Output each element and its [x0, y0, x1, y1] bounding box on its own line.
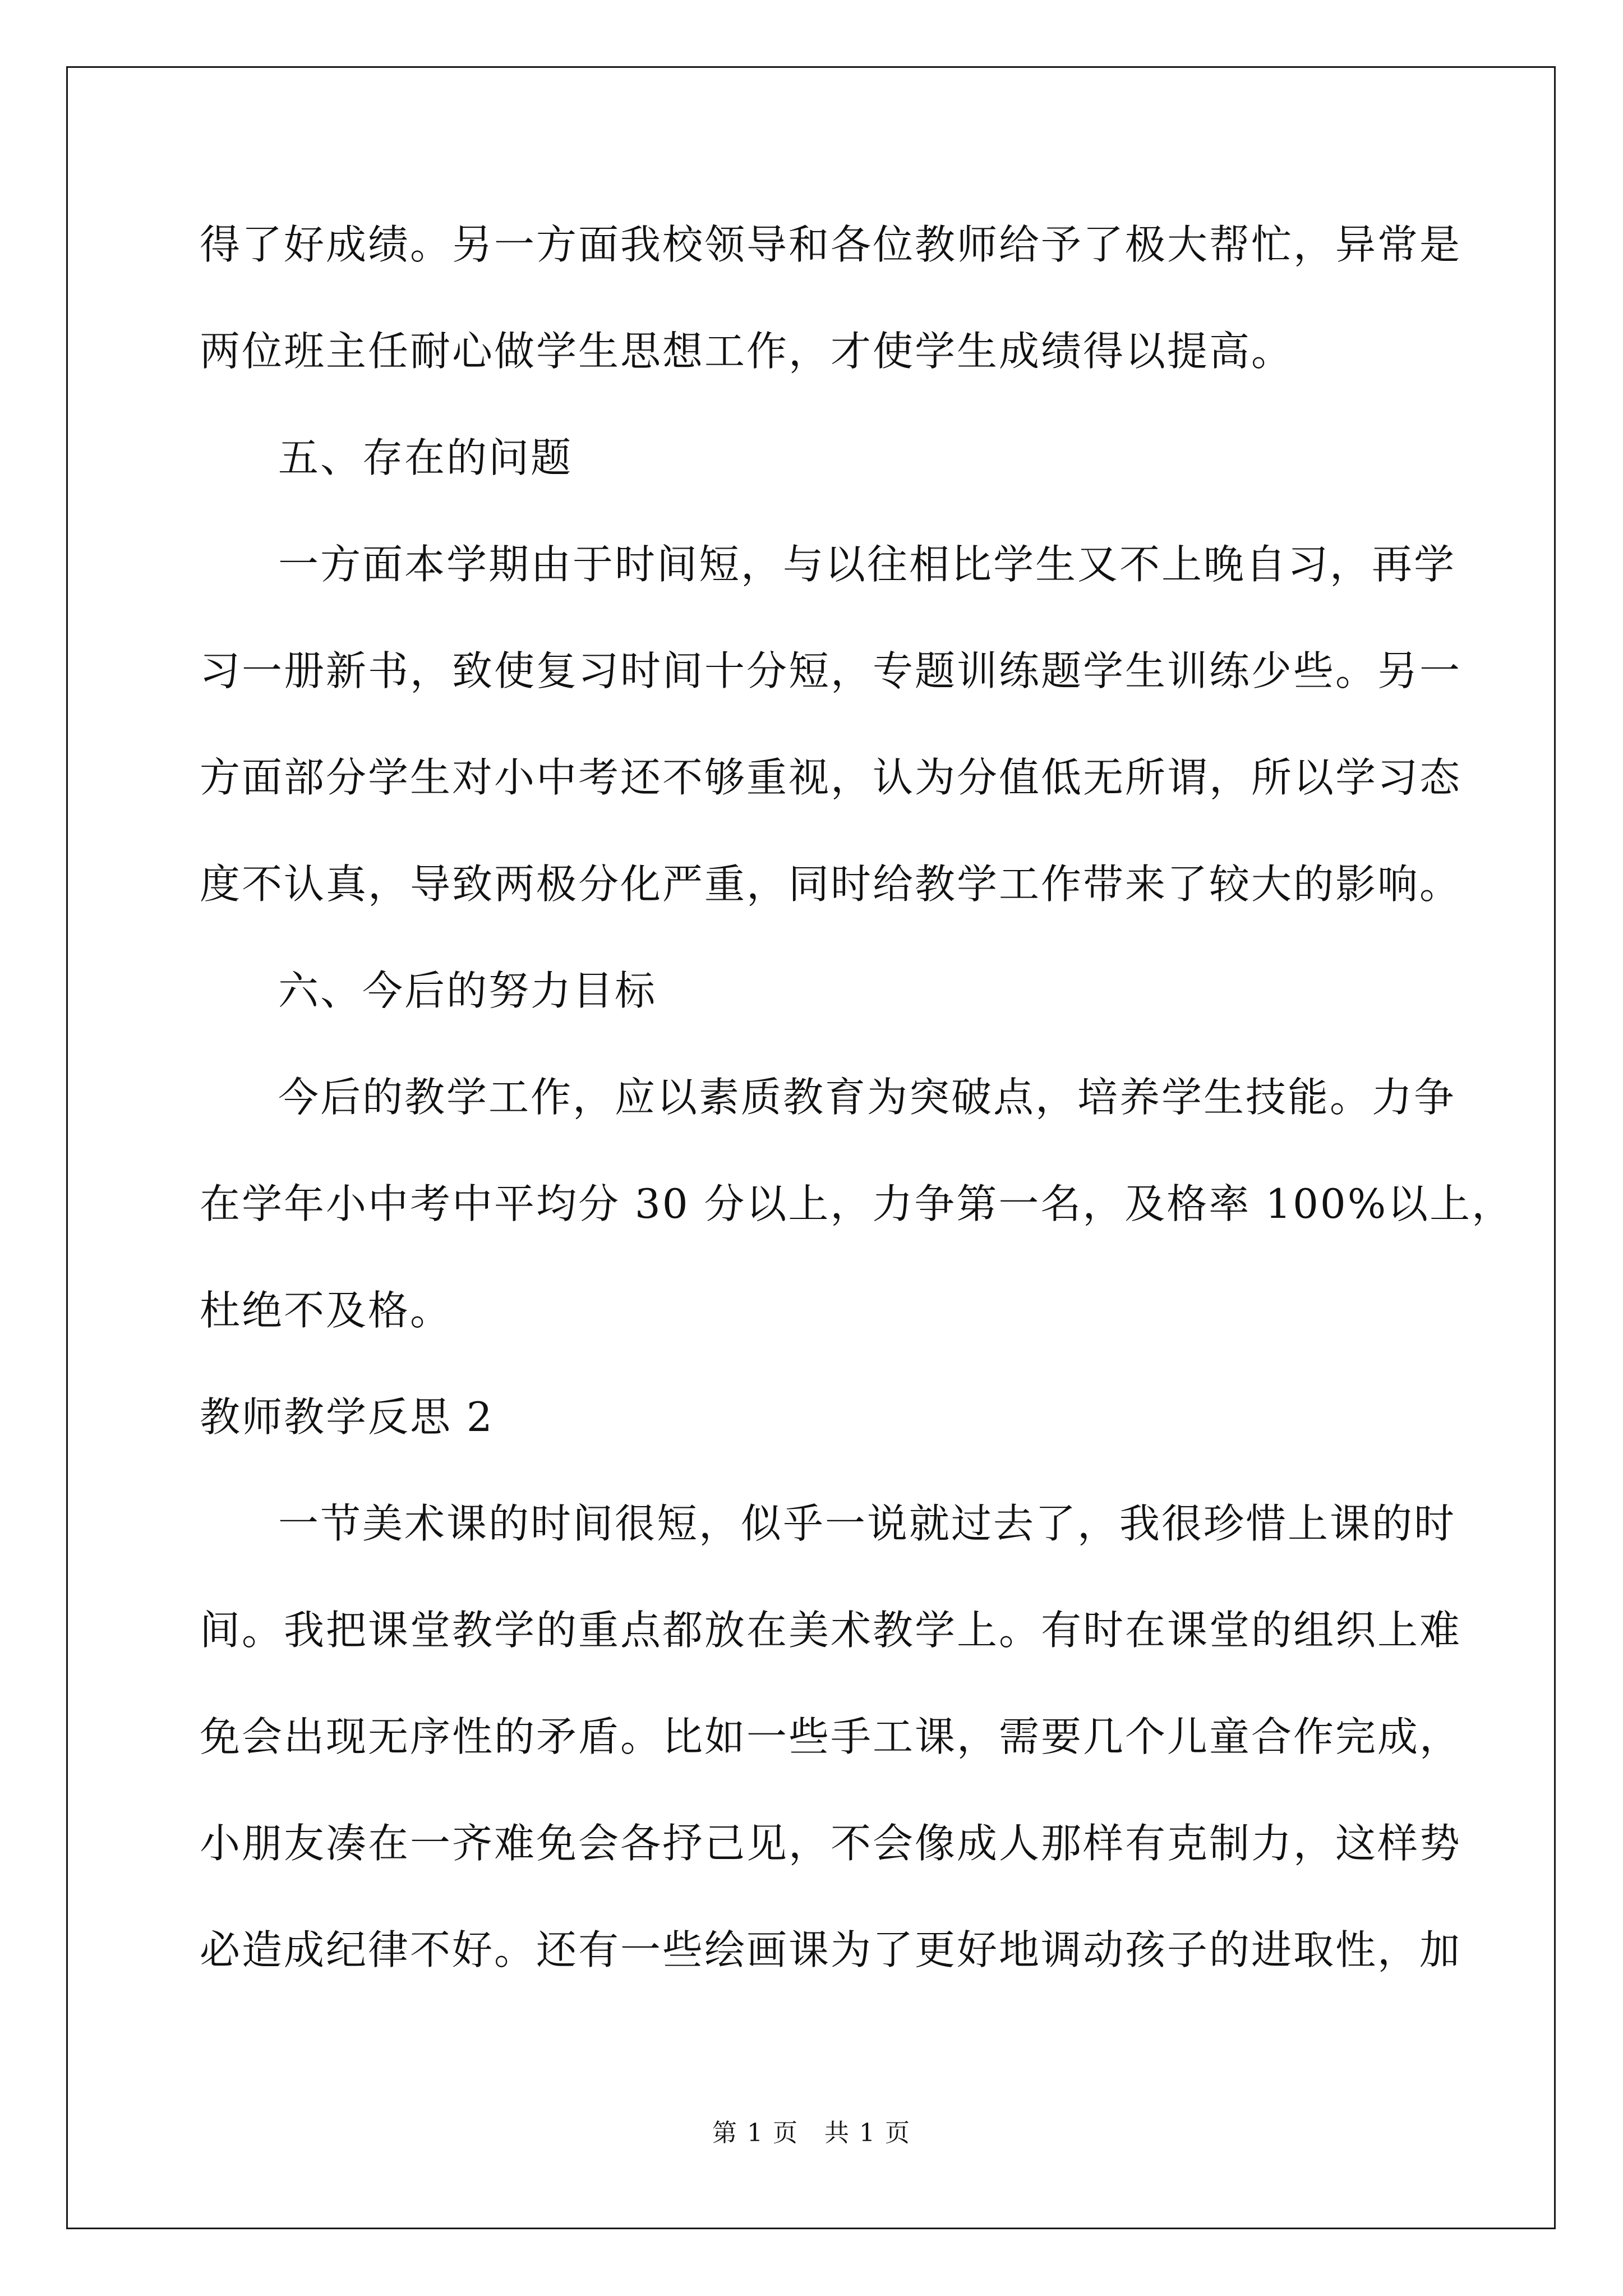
paragraph-line: 免会出现无序性的矛盾。比如一些手工课，需要几个儿童合作完成， — [200, 1713, 1462, 1760]
paragraph-line: 小朋友凑在一齐难免会各抒己见，不会像成人那样有克制力，这样势 — [200, 1820, 1462, 1867]
paragraph-line: 两位班主任耐心做学生思想工作，才使学生成绩得以提高。 — [200, 328, 1294, 375]
paragraph-line: 今后的教学工作，应以素质教育为突破点，培养学生技能。力争 — [278, 1074, 1456, 1121]
section-heading: 六、今后的努力目标 — [278, 967, 657, 1014]
paragraph-line: 度不认真，导致两极分化严重，同时给教学工作带来了较大的影响。 — [200, 861, 1462, 908]
paragraph-line: 习一册新书，致使复习时间十分短，专题训练题学生训练少些。另一 — [200, 647, 1462, 694]
paragraph-line: 方面部分学生对小中考还不够重视，认为分值低无所谓，所以学习态 — [200, 754, 1462, 801]
paragraph-line: 得了好成绩。另一方面我校领导和各位教师给予了极大帮忙，异常是 — [200, 221, 1462, 268]
article-title: 教师教学反思 2 — [200, 1393, 494, 1441]
paragraph-line: 间。我把课堂教学的重点都放在美术教学上。有时在课堂的组织上难 — [200, 1607, 1462, 1654]
paragraph-line: 杜绝不及格。 — [200, 1287, 453, 1334]
page-border — [66, 66, 1556, 2229]
paragraph-line: 在学年小中考中平均分 30 分以上，力争第一名，及格率 100%以上， — [200, 1180, 1514, 1227]
page-number: 第 1 页 共 1 页 — [712, 2119, 911, 2147]
paragraph-line: 一方面本学期由于时间短，与以往相比学生又不上晚自习，再学 — [278, 541, 1456, 588]
paragraph-line: 一节美术课的时间很短，似乎一说就过去了，我很珍惜上课的时 — [278, 1500, 1456, 1547]
section-heading: 五、存在的问题 — [278, 434, 573, 481]
paragraph-line: 必造成纪律不好。还有一些绘画课为了更好地调动孩子的进取性，加 — [200, 1926, 1462, 1973]
